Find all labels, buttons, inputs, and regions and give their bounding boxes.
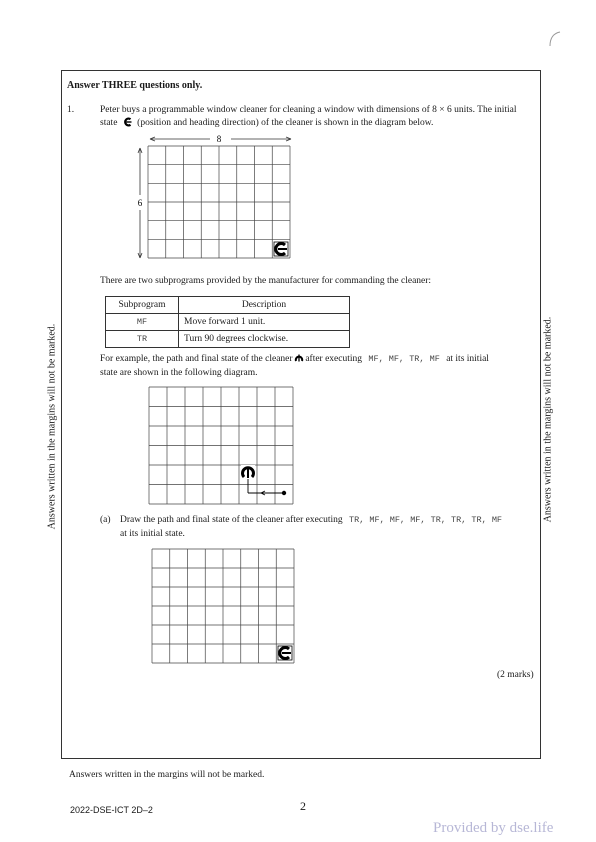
subprogram-table	[105, 296, 350, 348]
cleaner-final-icon	[241, 465, 255, 479]
subprograms-intro: There are two subprograms provided by the manufacturer for commanding the cleaner:	[100, 276, 432, 286]
question-intro-line2: state (position and heading direction) of the cleaner is shown in the diagram below.	[100, 118, 434, 128]
paper-code: 2022-DSE-ICT 2D–2	[70, 805, 153, 815]
provided-by-link[interactable]: Provided by dse.life	[433, 820, 554, 836]
example-line2: state are shown in the following diagram.	[100, 368, 258, 378]
table-header-row	[106, 297, 350, 314]
part-a-label: (a)	[100, 515, 111, 525]
cleaner-answer-icon	[278, 646, 292, 660]
window-grid-3	[152, 549, 294, 663]
width-label: 8	[216, 134, 222, 144]
table-header: Description	[179, 297, 350, 314]
table-row	[106, 331, 350, 348]
table-row	[106, 314, 350, 331]
table-cell-description: Move forward 1 unit.	[179, 314, 350, 331]
table-cell-description: Turn 90 degrees clockwise.	[179, 331, 350, 348]
question-number: 1.	[67, 105, 75, 115]
window-grid-1	[148, 146, 290, 258]
example-line1: For example, the path and final state of the cleaner after executing MF, MF, TR, MF at its initial	[100, 354, 489, 364]
cleaner-initial-icon	[274, 242, 288, 256]
part-a-line2: at its initial state.	[120, 529, 185, 539]
page-number: 2	[300, 799, 306, 813]
marks: (2 marks)	[497, 670, 534, 680]
table-cell-code: TR	[106, 331, 179, 348]
cleaner-up-icon	[295, 353, 303, 362]
window-grid-2	[149, 387, 293, 504]
example-diagram	[145, 383, 305, 508]
right-margin-note: Answers written in the margins will not be marked.	[542, 316, 554, 523]
bottom-margin-note: Answers written in the margins will not be marked.	[69, 770, 265, 780]
table-cell-code: MF	[106, 314, 179, 331]
corner-mark	[548, 30, 568, 50]
question-intro-line1: Peter buys a programmable window cleaner for cleaning a window with dimensions of 8 × 6 units. The initial	[100, 105, 517, 115]
answer-diagram	[148, 545, 308, 670]
section-heading: Answer THREE questions only.	[67, 80, 203, 91]
part-a-line1: Draw the path and final state of the cleaner after executing TR, MF, MF, MF, TR, TR, TR, MF	[120, 515, 503, 525]
initial-state-diagram	[130, 128, 330, 263]
left-margin-note: Answers written in the margins will not be marked.	[46, 323, 58, 530]
height-label: 6	[137, 198, 143, 208]
cleaner-icon	[123, 118, 132, 126]
table-header: Subprogram	[106, 297, 179, 314]
